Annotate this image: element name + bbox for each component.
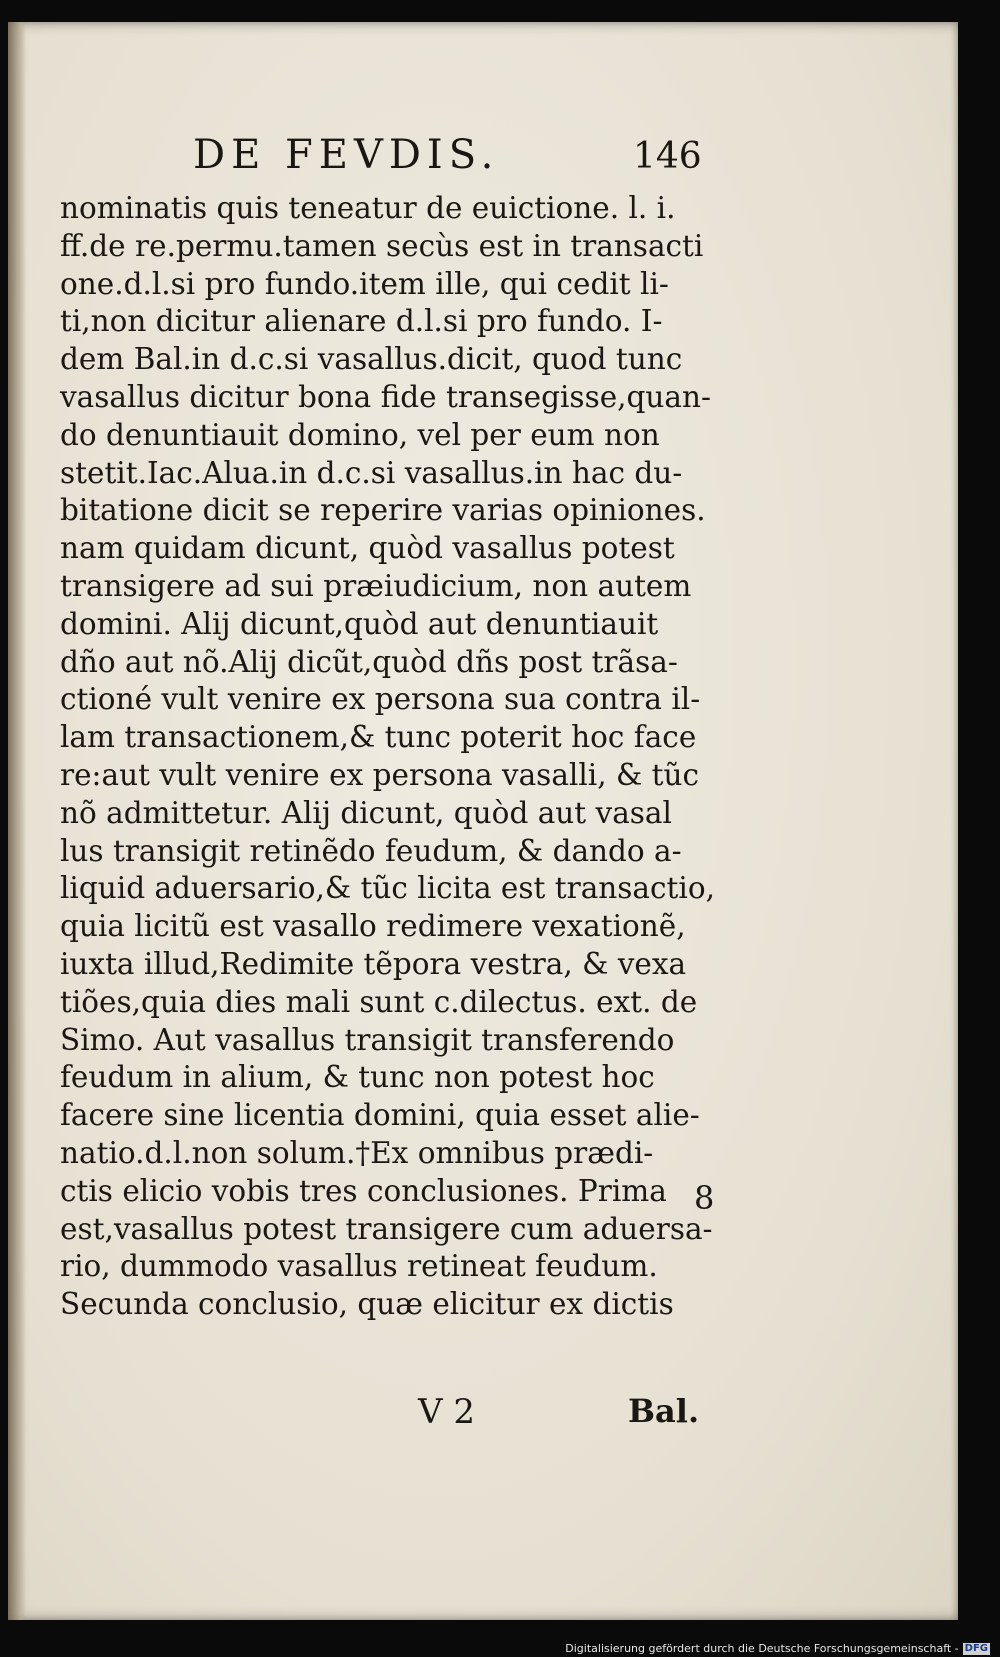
text-line: natio.d.l.non solum.†Ex omnibus prædi- <box>60 1135 654 1170</box>
text-line: nam quidam dicunt, quòd vasallus potest <box>60 531 675 566</box>
text-line: facere sine licentia domini, quia esset alie- <box>60 1098 700 1133</box>
body-text <box>60 190 715 1324</box>
text-line: iuxta illud,Redimite tẽpora vestra, & vexa <box>60 946 687 981</box>
text-line: est,vasallus potest transigere cum aduersa- <box>60 1211 713 1246</box>
catchword: Bal. <box>628 1392 700 1430</box>
text-line: feudum in alium, & tunc non potest hoc <box>60 1060 655 1095</box>
dfg-logo: DFG <box>964 1642 988 1654</box>
text-line: do denuntiauit domino, vel per eum non <box>60 417 660 452</box>
text-line: nõ admittetur. Alij dicunt, quòd aut vasal <box>60 795 672 830</box>
text-line: dño aut nõ.Alij dicũt,quòd dñs post trãsa- <box>60 644 678 679</box>
page-gutter-shadow <box>8 22 26 1620</box>
text-line: vasallus dicitur bona fide transegisse,quan- <box>60 379 711 414</box>
text-line: ctioné vult venire ex persona sua contra il- <box>60 682 701 717</box>
text-line: dem Bal.in d.c.si vasallus.dicit, quod tunc <box>60 342 683 377</box>
text-line: one.d.l.si pro fundo.item ille, qui cedit li- <box>60 266 669 301</box>
running-title: DE FEVDIS. <box>193 132 500 178</box>
book-page <box>8 22 958 1620</box>
credit-text: Digitalisierung gefördert durch die Deutsche Forschungsgemeinschaft - <box>565 1642 959 1655</box>
text-line: nominatis quis teneatur de euictione. l. i. <box>60 191 676 225</box>
text-line: tiões,quia dies mali sunt c.dilectus. ext. de <box>60 984 698 1019</box>
text-line: domini. Alij dicunt,quòd aut denuntiauit <box>60 606 659 641</box>
text-line: ti,non dicitur alienare d.l.si pro fundo. I- <box>60 304 663 339</box>
text-line: ff.de re.permu.tamen secùs est in transacti <box>60 228 704 263</box>
text-line: liquid aduersario,& tũc licita est transactio, <box>60 871 715 906</box>
text-line: rio, dummodo vasallus retineat feudum. <box>60 1249 658 1284</box>
signature-mark: V 2 <box>418 1392 475 1432</box>
page-footer <box>418 1392 718 1436</box>
text-line: stetit.Iac.Alua.in d.c.si vasallus.in hac du- <box>60 455 683 490</box>
digitization-credit <box>565 1642 990 1655</box>
text-line: ctis elicio vobis tres conclusiones. Prima <box>60 1173 667 1208</box>
folio-number: 146 <box>633 136 702 177</box>
text-line: lus transigit retinẽdo feudum, & dando a- <box>60 833 682 868</box>
text-line: bitatione dicit se reperire varias opiniones. <box>60 493 706 528</box>
text-line: lam transactionem,& tunc poterit hoc face <box>60 720 697 755</box>
page-header <box>193 132 713 192</box>
text-line: Simo. Aut vasallus transigit transferendo <box>60 1022 675 1057</box>
text-line: re:aut vult venire ex persona vasalli, & tũc <box>60 757 699 792</box>
text-line: Secunda conclusio, quæ elicitur ex dictis <box>60 1287 674 1322</box>
text-line: transigere ad sui præiudicium, non autem <box>60 568 692 603</box>
text-line: quia licitũ est vasallo redimere vexationẽ, <box>60 909 686 944</box>
margin-note-number: 8 <box>694 1179 715 1217</box>
